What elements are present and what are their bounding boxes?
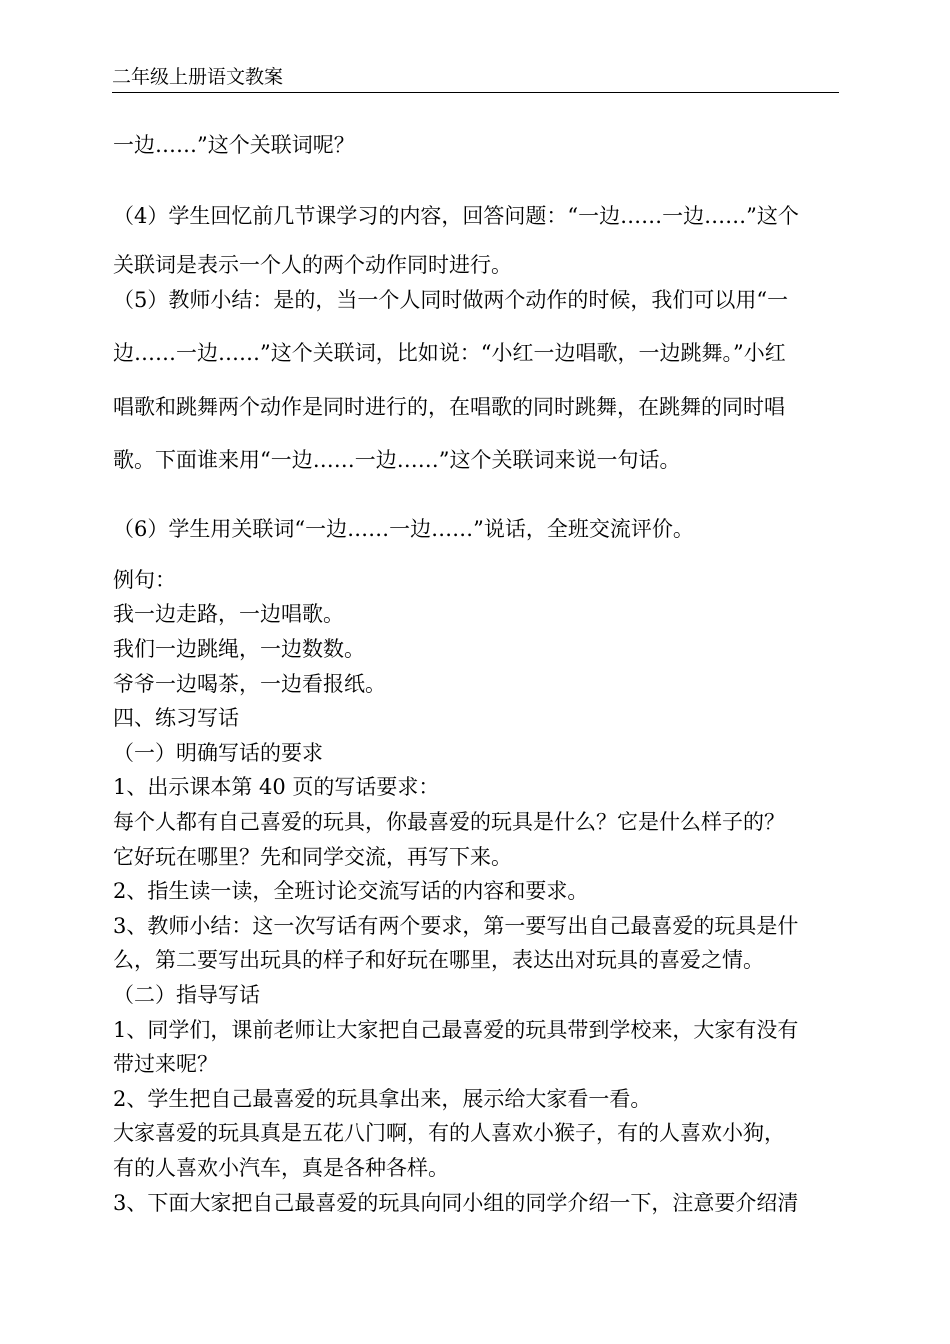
text-line: （二）指导写话 xyxy=(113,983,260,1007)
text-line: （5）教师小结：是的，当一个人同时做两个动作的时候，我们可以用“一 xyxy=(113,288,789,312)
text-line: 我一边走路，一边唱歌。 xyxy=(113,602,344,626)
text-line: 我们一边跳绳，一边数数。 xyxy=(113,637,365,661)
text-line: 有的人喜欢小汽车，真是各种各样。 xyxy=(113,1156,449,1180)
text-line: （4）学生回忆前几节课学习的内容，回答问题：“一边……一边……”这个 xyxy=(113,204,799,228)
text-line: 例句： xyxy=(113,568,176,592)
text-line: 2、指生读一读，全班讨论交流写话的内容和要求。 xyxy=(113,879,589,903)
text-line: 1、同学们，课前老师让大家把自己最喜爱的玩具带到学校来，大家有没有 xyxy=(113,1018,799,1042)
text-line: （一）明确写话的要求 xyxy=(113,741,323,765)
text-line: 3、下面大家把自己最喜爱的玩具向同小组的同学介绍一下，注意要介绍清 xyxy=(113,1191,799,1215)
text-line: 四、练习写话 xyxy=(113,706,239,730)
text-line: 爷爷一边喝茶，一边看报纸。 xyxy=(113,672,386,696)
text-line: 歌。下面谁来用“一边……一边……”这个关联词来说一句话。 xyxy=(113,448,681,472)
text-line: 带过来呢？ xyxy=(113,1052,218,1076)
text-line: 一边……”这个关联词呢？ xyxy=(113,133,355,157)
text-line: 1、出示课本第 40 页的写话要求： xyxy=(113,775,440,799)
text-line: （6）学生用关联词“一边……一边……”说话，全班交流评价。 xyxy=(113,517,694,541)
text-line: 大家喜爱的玩具真是五花八门啊，有的人喜欢小猴子，有的人喜欢小狗， xyxy=(113,1121,785,1145)
text-line: 它好玩在哪里？先和同学交流，再写下来。 xyxy=(113,845,512,869)
text-line: 唱歌和跳舞两个动作是同时进行的，在唱歌的同时跳舞，在跳舞的同时唱 xyxy=(113,395,785,419)
text-line: 每个人都有自己喜爱的玩具，你最喜爱的玩具是什么？它是什么样子的？ xyxy=(113,810,785,834)
text-line: 关联词是表示一个人的两个动作同时进行。 xyxy=(113,253,512,277)
text-line: 3、教师小结：这一次写话有两个要求，第一要写出自己最喜爱的玩具是什 xyxy=(113,914,799,938)
text-line: 边……一边……”这个关联词，比如说：“小红一边唱歌，一边跳舞。”小红 xyxy=(113,341,786,365)
text-line: 2、学生把自己最喜爱的玩具拿出来，展示给大家看一看。 xyxy=(113,1087,652,1111)
page-header xyxy=(112,62,839,93)
header-title: 二年级上册语文教案 xyxy=(112,66,284,88)
text-line: 么，第二要写出玩具的样子和好玩在哪里，表达出对玩具的喜爱之情。 xyxy=(113,948,764,972)
